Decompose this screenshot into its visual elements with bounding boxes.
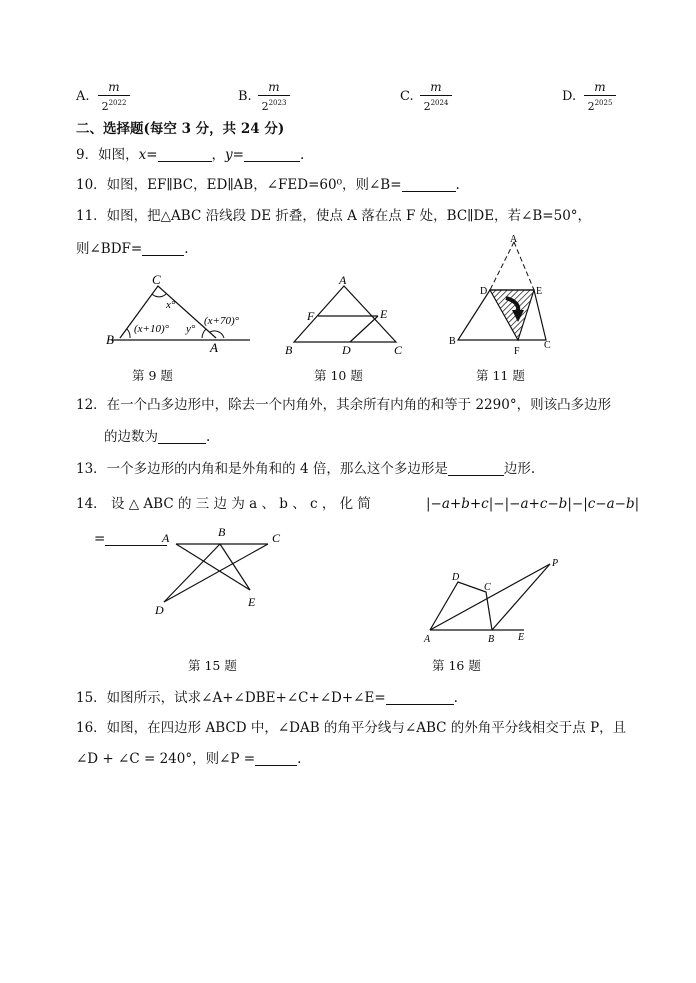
option-a-base: 2 [101, 100, 109, 113]
q13-end: 边形. [503, 461, 536, 477]
option-b-base: 2 [261, 100, 269, 113]
fig9-label-b: B [106, 332, 114, 347]
option-d-numerator: m [594, 80, 606, 94]
option-c-exponent: 2024 [430, 99, 449, 107]
q14-equals: = [94, 531, 106, 547]
option-d-letter: D. [562, 89, 577, 104]
fig11-label-a: A [510, 234, 518, 245]
fig11-label-e: E [536, 286, 543, 297]
q16-blank[interactable] [255, 751, 297, 766]
option-a-letter: A. [76, 89, 90, 104]
option-b-exponent: 2023 [268, 99, 287, 107]
fig9-label-a: A [210, 340, 218, 352]
fig15-label-d: D [155, 603, 164, 617]
figure-10 [282, 274, 412, 358]
question-15 [76, 689, 458, 707]
fig16-label-b: B [488, 634, 495, 645]
fig15-label-b: B [218, 525, 226, 539]
q11-blank[interactable] [142, 241, 184, 256]
fig11-label-c: C [544, 340, 551, 351]
fig9-angle-y: y° [186, 323, 196, 335]
q16-end: . [297, 751, 302, 767]
q10-blank[interactable] [402, 177, 456, 192]
q15-text: 15．如图所示，试求∠A+∠DBE+∠C+∠D+∠E= [76, 690, 386, 706]
question-9 [76, 146, 304, 164]
figure-16 [420, 556, 570, 646]
fig11-caption: 第 11 题 [476, 368, 525, 383]
fig16-label-p: P [552, 558, 559, 569]
figure-11 [446, 232, 556, 358]
q15-blank[interactable] [386, 690, 454, 705]
option-d-fraction [584, 80, 616, 113]
fig9-angle-left: (x+10)° [134, 323, 170, 335]
fig10-label-d: D [342, 343, 351, 357]
option-d-base: 2 [587, 100, 595, 113]
fig10-label-f: F [307, 309, 315, 323]
q16-line2: ∠D + ∠C = 240°，则∠P = [76, 751, 256, 767]
question-12-line2 [104, 428, 210, 446]
fig15-caption: 第 15 题 [188, 658, 237, 673]
fig16-label-e: E [518, 632, 525, 643]
q9-end: . [299, 147, 305, 163]
fig10-label-c: C [394, 343, 403, 357]
q12-end: . [206, 429, 211, 445]
q15-end: . [453, 690, 458, 706]
fig9-label-c: C [152, 272, 161, 287]
q9-prefix: 9．如图， [76, 147, 139, 163]
question-10 [76, 176, 460, 194]
fig11-label-d: D [480, 286, 488, 297]
option-a-fraction [98, 80, 130, 113]
question-16-line2 [76, 750, 301, 768]
option-b-letter: B. [238, 89, 252, 104]
q9-x-label: x= [138, 147, 158, 163]
fig10-label-a: A [339, 274, 347, 287]
fig11-label-b: B [449, 336, 456, 347]
q11-line1: 11．如图，把△ABC 沿线段 DE 折叠，使点 A 落在点 F 处，BC∥DE，若∠B=50°， [76, 208, 592, 224]
q13-blank[interactable] [448, 461, 504, 476]
figure-15 [150, 522, 290, 620]
fig16-label-d: D [452, 572, 460, 583]
option-c-fraction [420, 80, 452, 113]
question-13 [76, 460, 535, 478]
option-b-numerator: m [268, 80, 280, 94]
q11-line2: 则∠BDF= [76, 241, 143, 257]
fig10-caption: 第 10 题 [314, 368, 363, 383]
q13-text: 13．一个多边形的内角和是外角和的 4 倍，那么这个多边形是 [76, 461, 448, 477]
q10-text: 10．如图，EF∥BC，ED∥AB，∠FED=60⁰，则∠B= [76, 177, 402, 193]
q9-y-label: y= [225, 147, 244, 163]
section-title: 二、选择题(每空 3 分，共 24 分) [76, 121, 285, 137]
fig16-label-a: A [424, 634, 431, 645]
fig15-label-e: E [248, 595, 256, 609]
fig10-label-e: E [380, 307, 388, 321]
option-a-exponent: 2022 [108, 99, 127, 107]
q14-text: 14． 设 △ ABC 的 三 边 为 a 、 b 、 c ， 化 简 [76, 496, 371, 512]
fig9-angle-x: x° [166, 299, 176, 311]
fig16-label-c: C [484, 582, 491, 593]
q14-expression: |−a+b+c|−|−a+c−b|−|c−a−b| [426, 496, 640, 512]
option-c-base: 2 [423, 100, 431, 113]
option-c-numerator: m [430, 80, 442, 94]
q12-blank[interactable] [158, 429, 206, 444]
q12-line1: 12．在一个凸多边形中，除去一个内角外，其余所有内角的和等于 2290°，则该凸多边形 [76, 397, 612, 413]
fig10-label-b: B [285, 343, 293, 357]
q16-line1: 16．如图，在四边形 ABCD 中，∠DAB 的角平分线与∠ABC 的外角平分线相交于点 P，且 [76, 720, 627, 736]
fig9-angle-right: (x+70)° [204, 315, 240, 327]
fig16-caption: 第 16 题 [432, 658, 481, 673]
q10-end: . [455, 177, 460, 193]
option-b-fraction [258, 80, 290, 113]
fig15-label-c: C [272, 531, 281, 545]
q12-line2: 的边数为 [104, 429, 158, 445]
q9-x-blank[interactable] [158, 147, 212, 162]
q9-y-blank[interactable] [244, 147, 300, 162]
option-a-numerator: m [108, 80, 120, 94]
option-c-letter: C. [400, 89, 414, 104]
question-11-line2 [76, 240, 189, 258]
option-d-exponent: 2025 [594, 99, 613, 107]
q11-end: . [184, 241, 189, 257]
figure-9 [100, 272, 260, 352]
fig11-label-f: F [514, 346, 520, 357]
q9-separator: ， [211, 147, 226, 163]
fig9-caption: 第 9 题 [132, 368, 173, 383]
fig15-label-a: A [162, 531, 170, 545]
